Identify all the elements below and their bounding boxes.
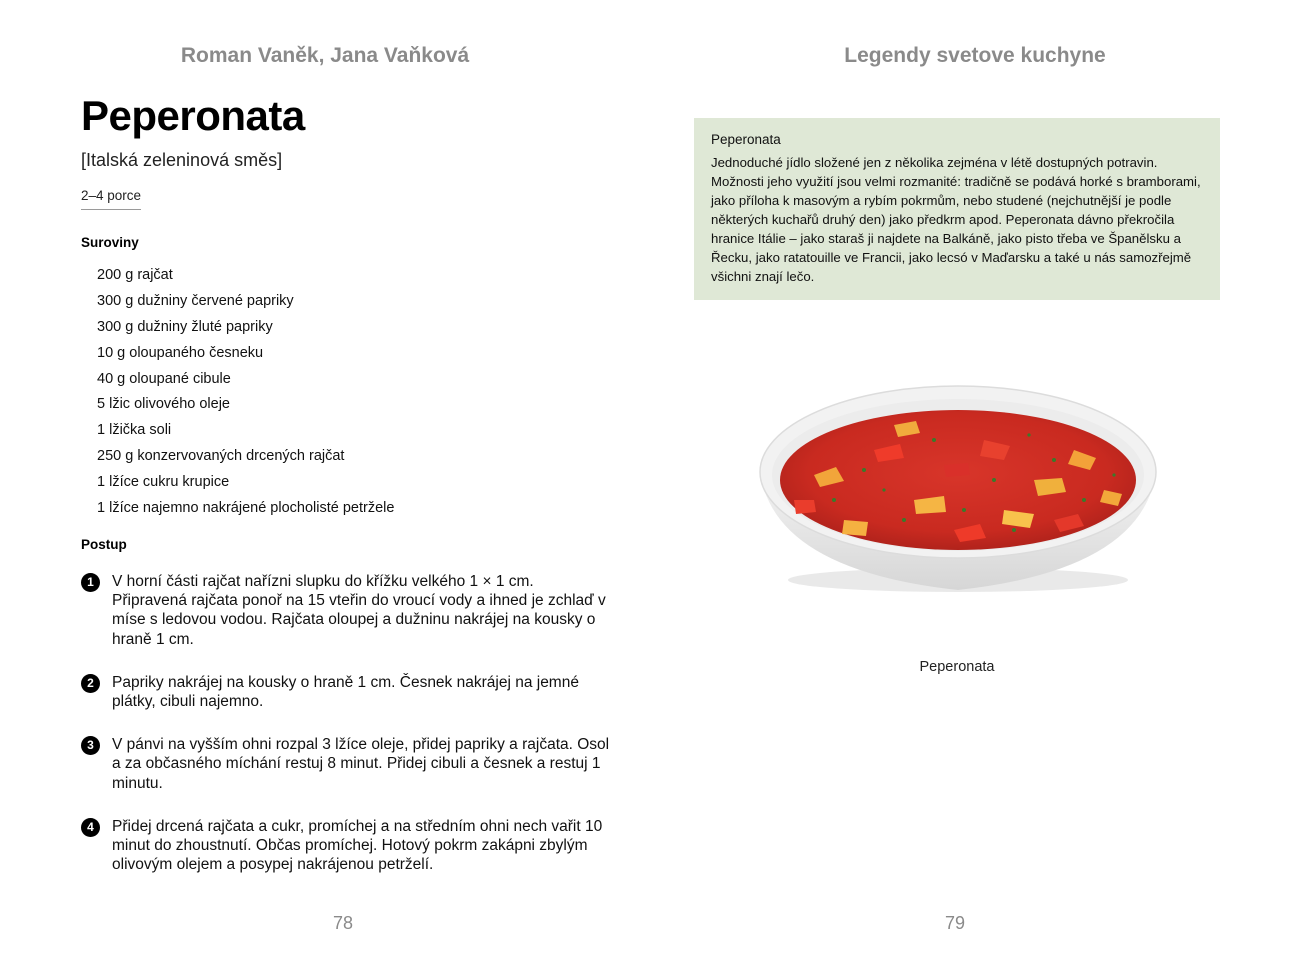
ingredient-item: 1 lžíce cukru krupice bbox=[97, 474, 230, 491]
ingredient-item: 250 g konzervovaných drcených rajčat bbox=[97, 448, 345, 465]
ingredient-item: 300 g dužniny červené papriky bbox=[97, 292, 294, 309]
peperonata-dish-image bbox=[754, 380, 1162, 596]
ingredients-heading: Suroviny bbox=[81, 235, 139, 250]
step-text: V horní části rajčat nařízni slupku do křížku velkého 1 × 1 cm. Připravená rajčata ponoř na 15 vteřin do vroucí vody a ihned je zchlaď v míse s ledovou vodou. Rajčata oloupej a dužninu nakrájej na kousky o hraně 1 cm. bbox=[112, 573, 606, 648]
recipe-title: Peperonata bbox=[81, 92, 305, 139]
right-page bbox=[650, 0, 1300, 975]
ingredient-item: 40 g oloupané cibule bbox=[97, 370, 231, 387]
ingredients-list bbox=[97, 265, 394, 524]
portions: 2–4 porce bbox=[81, 188, 141, 210]
step-item bbox=[81, 673, 611, 711]
step-text: Přidej drcená rajčata a cukr, promíchej a na středním ohni nech vařit 10 minut do zhoustnutí. Občas promíchej. Hotový pokrm zakápni zbylým olivovým olejem a posypej nakrájenou petrželí. bbox=[112, 817, 603, 874]
ingredient-item: 200 g rajčat bbox=[97, 267, 173, 283]
step-text: V pánvi na vyšším ohni rozpal 3 lžíce oleje, přidej papriky a rajčata. Osol a za občasného míchání restuj 8 minut. Přidej cibuli a česnek a restuj 1 minutu. bbox=[112, 736, 610, 792]
step-number-badge: 2 bbox=[81, 674, 100, 693]
step-text: Papriky nakrájej na kousky o hraně 1 cm. Česnek nakrájej na jemné plátky, cibuli najemno. bbox=[112, 673, 579, 711]
info-box-text: Jednoduché jídlo složené jen z několika zejména v létě dostupných potravin. Možnosti jeho využití jsou velmi rozmanité: tradičně se podává horké s bramborami, jako příloha k masovým a rybím pokrmům, nebo studené (nejchutnější je podle některých kuchařů druhý den) jako předkrm apod. Peperonata dávno překročila hranice Itálie – jako staraš ji najdete na Balkáně, jako pisto třeba ve Španělsku a Řecku, jako ratatouille ve Francii, jako lecsó v Maďarsku a také u nás samozřejmě všichni znají lečo. bbox=[711, 155, 1201, 284]
steps-list bbox=[81, 572, 611, 874]
running-head-book-title: Legendy svetove kuchyne bbox=[844, 44, 1106, 67]
step-number-badge: 1 bbox=[81, 573, 100, 592]
ingredient-item: 1 lžička soli bbox=[97, 422, 172, 439]
ingredient-item: 5 lžic olivového oleje bbox=[97, 396, 230, 413]
step-item bbox=[81, 735, 611, 793]
page-number: 79 bbox=[945, 913, 966, 933]
running-head-authors: Roman Vaněk, Jana Vaňková bbox=[180, 44, 470, 67]
step-item bbox=[81, 817, 611, 875]
ingredient-item: 10 g oloupaného česneku bbox=[97, 344, 264, 361]
method-heading: Postup bbox=[81, 537, 127, 552]
info-box bbox=[694, 118, 1220, 300]
step-number-badge: 3 bbox=[81, 736, 100, 755]
info-box-title: Peperonata bbox=[711, 132, 781, 147]
step-item bbox=[81, 572, 611, 649]
page-number: 78 bbox=[333, 913, 354, 933]
recipe-subtitle: [Italská zeleninová směs] bbox=[81, 150, 283, 170]
step-number-badge: 4 bbox=[81, 818, 100, 837]
ingredient-item: 300 g dužniny žluté papriky bbox=[97, 318, 273, 335]
image-caption: Peperonata bbox=[919, 659, 995, 675]
ingredient-item: 1 lžíce najemno nakrájené plocholisté petržele bbox=[97, 500, 395, 517]
